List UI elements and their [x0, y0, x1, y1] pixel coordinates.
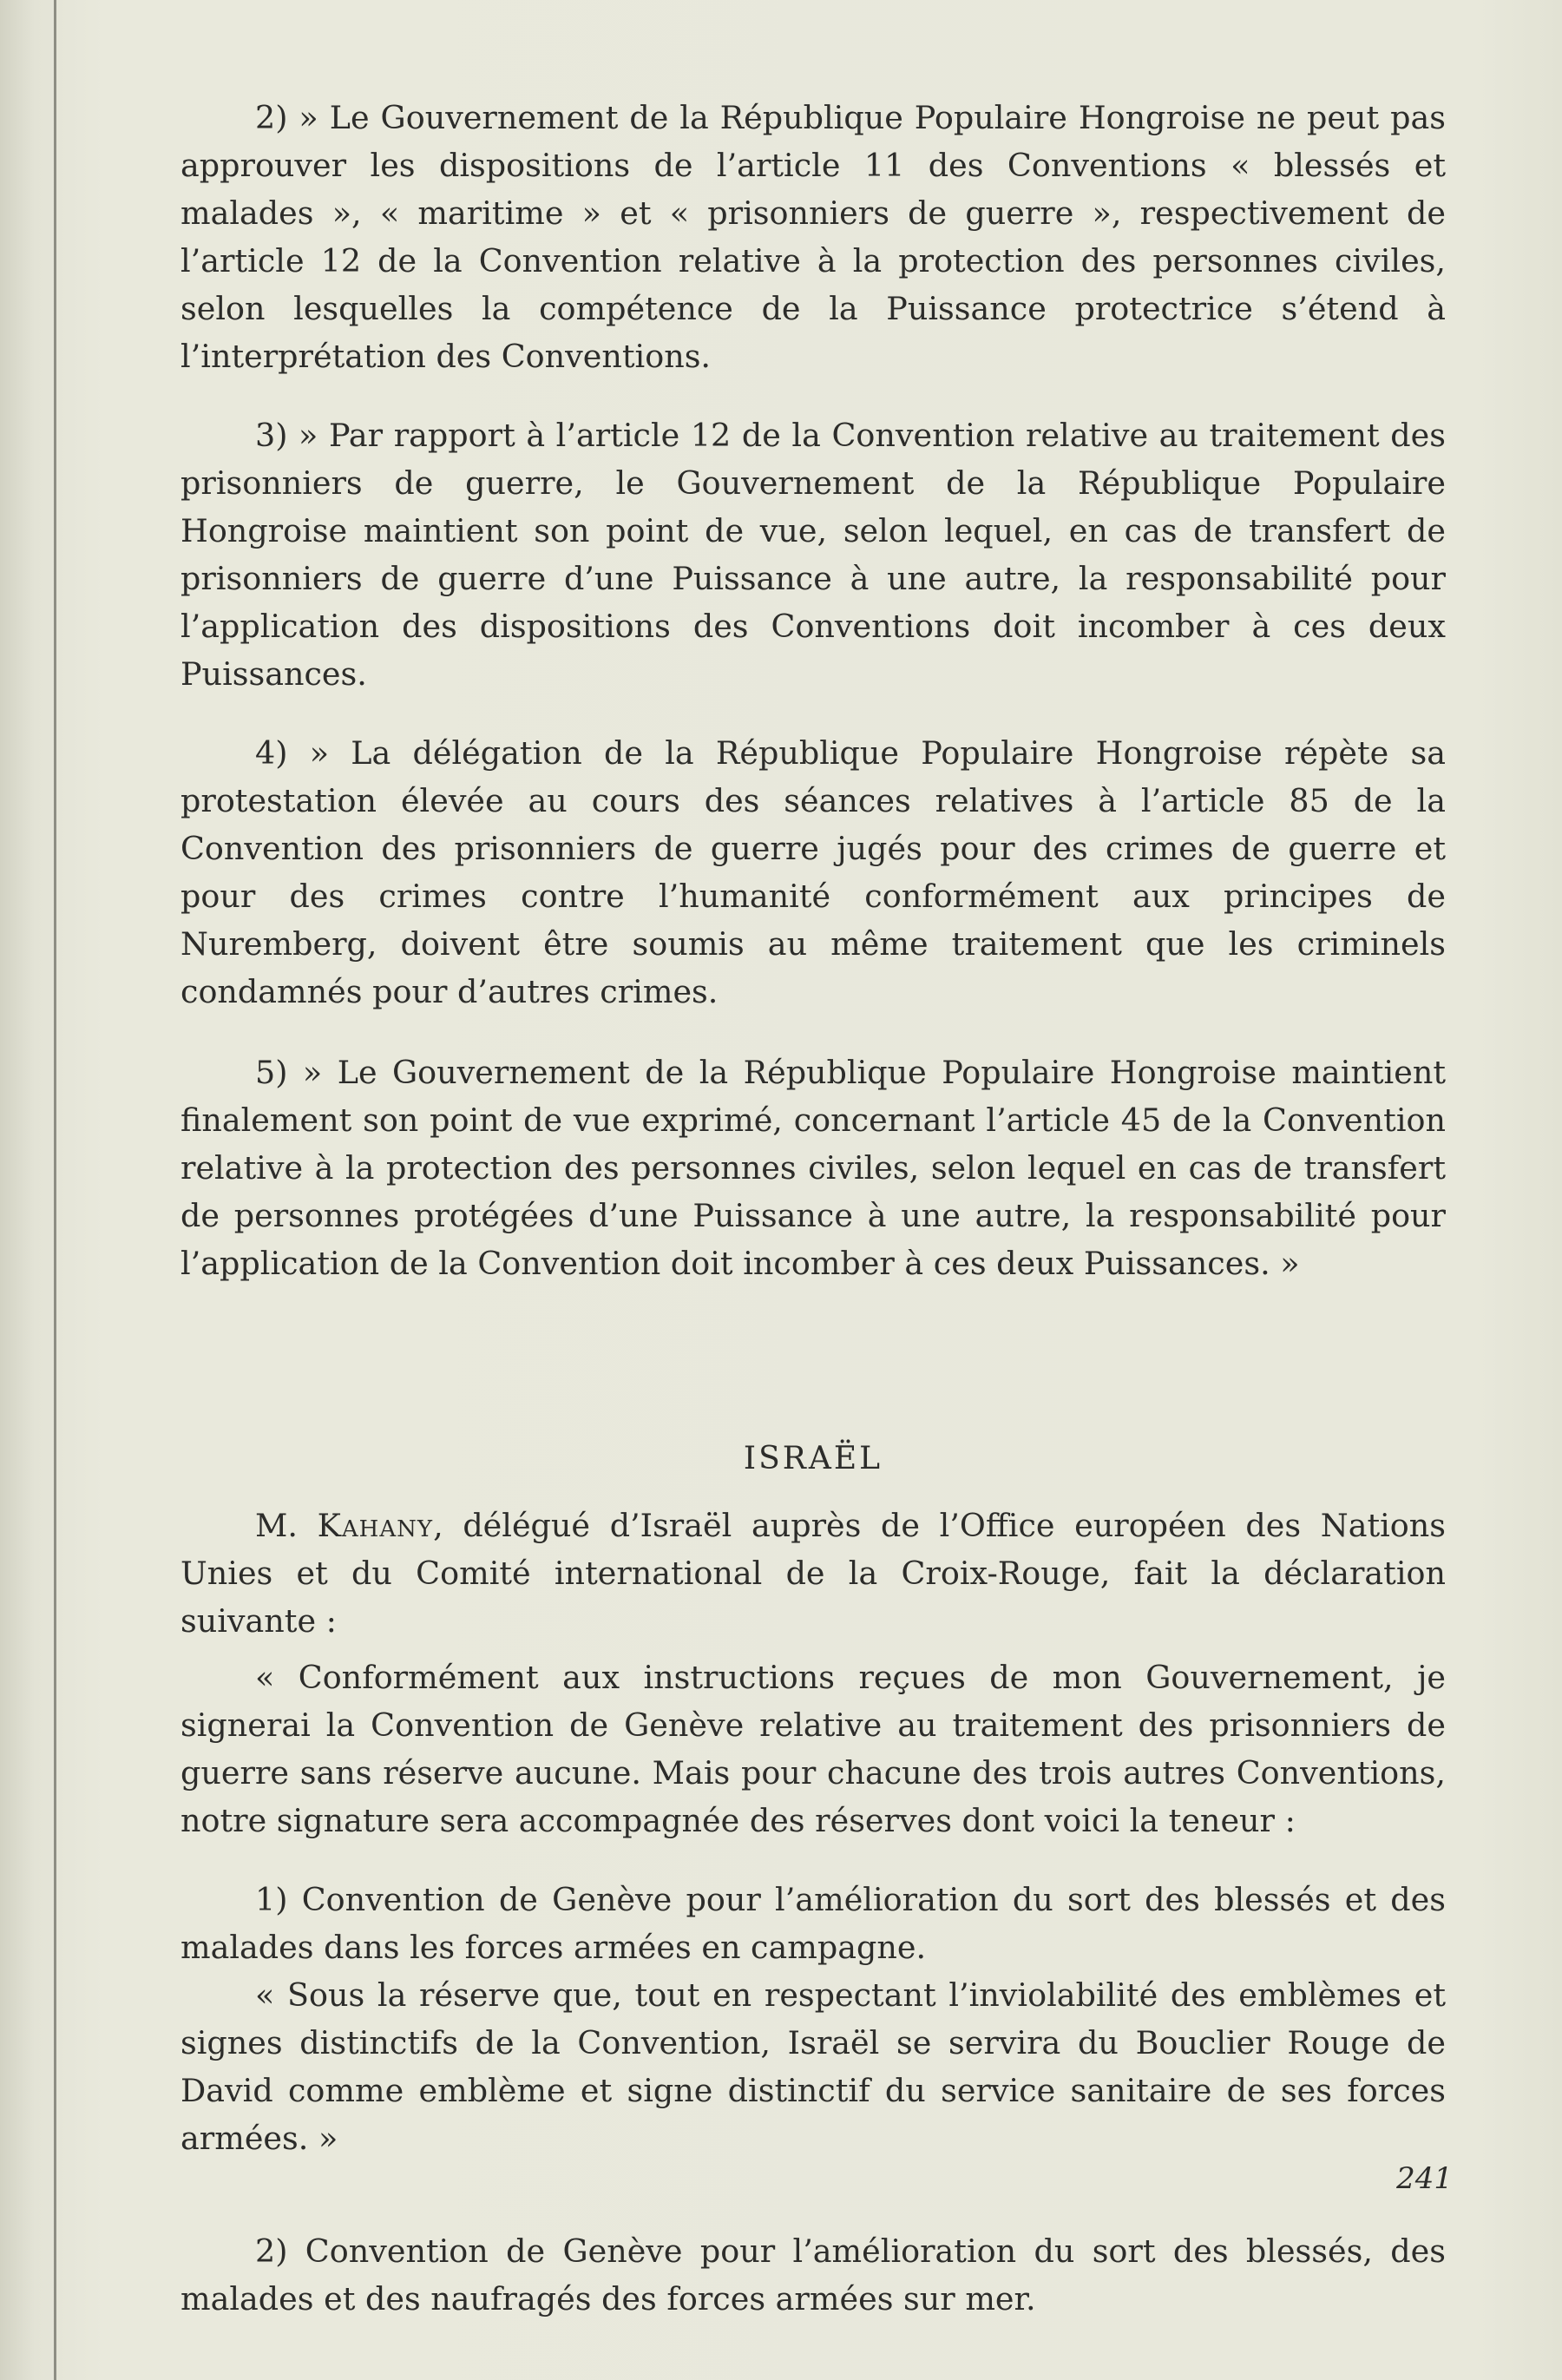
israel-item-1-title: 1) Convention de Genève pour l’amélioration du sort des blessés et des malades dans les forces armées en campagne.: [180, 1881, 1446, 1966]
hongrie-paragraph-4: 4) » La délégation de la République Populaire Hongroise répète sa protestation élevée au cours des séances relatives à l’article 85 de la Convention des prisonniers de guerre jugés pour des crimes de guerre et pour des crimes contre l’humanité conformément aux principes de Nuremberg, doivent être soumis au même traitement que les criminels condamnés pour d’autres crimes.: [180, 734, 1446, 1010]
binding-gutter-line: [54, 0, 56, 2380]
hongrie-paragraph-3: 3) » Par rapport à l’article 12 de la Convention relative au traitement des prisonniers de guerre, le Gouvernement de la République Populaire Hongroise maintient son point de vue, selon lequel, en cas de transfert de prisonniers de guerre d’une Puissance à une autre, la responsabilité pour l’application des dispositions des Conventions doit incomber à ces deux Puissances.: [180, 417, 1446, 693]
hongrie-paragraph-5: 5) » Le Gouvernement de la République Populaire Hongroise maintient finalement son point de vue exprimé, concernant l’article 45 de la Convention relative à la protection des personnes civiles, selon lequel en cas de transfert de personnes protégées d’une Puissance à une autre, la responsabilité pour l’application de la Convention doit incomber à ces deux Puissances. »: [180, 1054, 1446, 1282]
page-body: [180, 94, 1446, 2323]
intro-prefix: M.: [255, 1507, 318, 1544]
intro-rest: , délégué d’Israël auprès de l’Office européen des Nations Unies et du Comité international de la Croix-Rouge, fait la déclaration suivante :: [180, 1507, 1447, 1640]
israel-statement: « Conformément aux instructions reçues de mon Gouvernement, je signerai la Convention de Genève relative au traitement des prisonniers de guerre sans réserve aucune. Mais pour chacune des trois autres Conventions, notre signature sera accompagnée des réserves dont voici la teneur :: [180, 1659, 1446, 1839]
israel-intro: [180, 1502, 1446, 1645]
israel-item-1-reserve: « Sous la réserve que, tout en respectant l’inviolabilité des emblèmes et signes distinctifs de la Convention, Israël se servira du Bouclier Rouge de David comme emblème et signe distinctif du service sanitaire de ses forces armées. »: [180, 1976, 1446, 2157]
page-number: 241: [1396, 2161, 1453, 2196]
delegate-name: Kahany: [317, 1507, 434, 1544]
israel-item-2-title: 2) Convention de Genève pour l’amélioration du sort des blessés, des malades et des naufragés des forces armées sur mer.: [180, 2232, 1446, 2318]
section-heading-israel: ISRAËL: [743, 1441, 883, 1476]
hongrie-paragraph-2: 2) » Le Gouvernement de la République Populaire Hongroise ne peut pas approuver les dispositions de l’article 11 des Conventions « blessés et malades », « maritime » et « prisonniers de guerre », respectivement de l’article 12 de la Convention relative à la protection des personnes civiles, selon lesquelles la compétence de la Puissance protectrice s’étend à l’interprétation des Conventions.: [180, 99, 1446, 375]
